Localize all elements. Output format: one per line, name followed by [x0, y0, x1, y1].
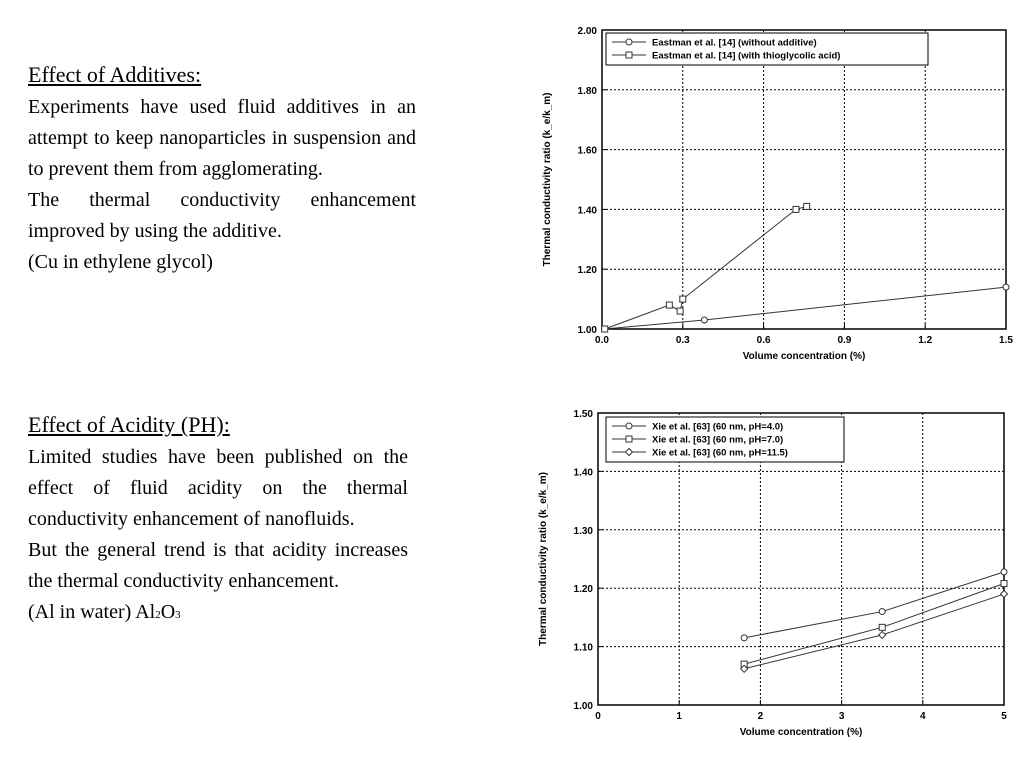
data-point — [879, 624, 885, 630]
data-point — [741, 635, 747, 641]
data-point — [701, 317, 707, 323]
series-line — [744, 594, 1004, 669]
data-point — [677, 308, 683, 314]
y-tick-label: 1.20 — [573, 584, 593, 596]
plot-frame — [602, 30, 1006, 329]
series-line — [605, 206, 807, 329]
x-tick-label: 1 — [676, 711, 682, 722]
section-acidity — [28, 410, 408, 631]
y-tick-label: 1.00 — [577, 325, 597, 336]
data-point — [879, 609, 885, 615]
x-tick-label: 3 — [838, 711, 845, 722]
data-point — [879, 631, 886, 638]
legend-label: Xie et al. [63] (60 nm, pH=7.0) — [652, 434, 784, 446]
y-tick-label: 1.40 — [577, 205, 597, 217]
chart-acidity — [528, 403, 1018, 753]
paragraph: The thermal conductivity enhancement improved by using the additive. — [28, 189, 416, 242]
data-point — [626, 436, 632, 442]
paragraph: Experiments have used fluid additives in an attempt to keep nanoparticles in suspension and to prevent them from agglomerating. — [28, 96, 416, 180]
formula-prefix: (Al in water) Al — [28, 601, 156, 623]
legend-label: Xie et al. [63] (60 nm, pH=11.5) — [652, 447, 788, 459]
y-tick-label: 1.00 — [573, 701, 593, 712]
chart-additives — [530, 18, 1020, 388]
data-point — [1001, 591, 1008, 598]
paragraph: (Cu in ethylene glycol) — [28, 251, 213, 273]
formula-subscript: 2 — [155, 609, 161, 621]
x-tick-label: 0.6 — [756, 335, 771, 346]
x-tick-label: 0.3 — [675, 335, 690, 346]
paragraph: Limited studies have been published on the effect of fluid acidity on the thermal conductivity enhancement of nanofluids. — [28, 446, 408, 530]
y-tick-label: 1.50 — [573, 409, 593, 420]
section-title-additives: Effect of Additives: — [28, 62, 202, 87]
y-tick-label: 2.00 — [577, 26, 597, 37]
data-point — [804, 203, 810, 209]
x-tick-label: 4 — [920, 711, 926, 722]
x-tick-label: 1.5 — [999, 335, 1013, 346]
y-tick-label: 1.10 — [573, 642, 593, 654]
series-line — [744, 572, 1004, 638]
x-tick-label: 2 — [757, 711, 764, 722]
y-tick-label: 1.20 — [577, 265, 597, 277]
data-point — [626, 39, 632, 45]
data-point — [626, 423, 632, 429]
formula-oxygen: O — [160, 601, 176, 623]
formula-subscript: 3 — [175, 609, 181, 621]
data-point — [602, 326, 608, 332]
x-tick-label: 0 — [595, 711, 601, 722]
paragraph: But the general trend is that acidity increases the thermal conductivity enhancement. — [28, 539, 408, 592]
x-tick-label: 5 — [1001, 711, 1007, 722]
x-axis-label: Volume concentration (%) — [739, 727, 863, 738]
x-tick-label: 1.2 — [918, 335, 933, 346]
y-tick-label: 1.60 — [577, 145, 597, 157]
legend-label: Eastman et al. [14] (without additive) — [652, 37, 817, 49]
data-point — [1001, 569, 1007, 575]
y-tick-label: 1.40 — [573, 467, 593, 479]
legend-label: Eastman et al. [14] (with thioglycolic acid) — [652, 50, 841, 62]
series-line — [744, 584, 1004, 665]
y-axis-label: Thermal conductivity ratio (k_e/k_m) — [542, 92, 553, 267]
data-point — [793, 206, 799, 212]
data-point — [666, 302, 672, 308]
y-axis-label: Thermal conductivity ratio (k_e/k_m) — [538, 472, 549, 646]
x-tick-label: 0.9 — [837, 335, 852, 346]
section-additives — [28, 60, 416, 278]
y-tick-label: 1.80 — [577, 85, 597, 97]
paragraph-formula — [28, 597, 408, 631]
x-tick-label: 0.0 — [595, 335, 609, 346]
data-point — [1003, 284, 1009, 290]
section-title-acidity: Effect of Acidity (PH): — [28, 412, 230, 437]
data-point — [680, 296, 686, 302]
x-axis-label: Volume concentration (%) — [742, 351, 866, 362]
legend-label: Xie et al. [63] (60 nm, pH=4.0) — [652, 421, 784, 433]
data-point — [626, 52, 632, 58]
data-point — [1001, 581, 1007, 587]
series-line — [605, 287, 1006, 329]
y-tick-label: 1.30 — [573, 525, 593, 537]
